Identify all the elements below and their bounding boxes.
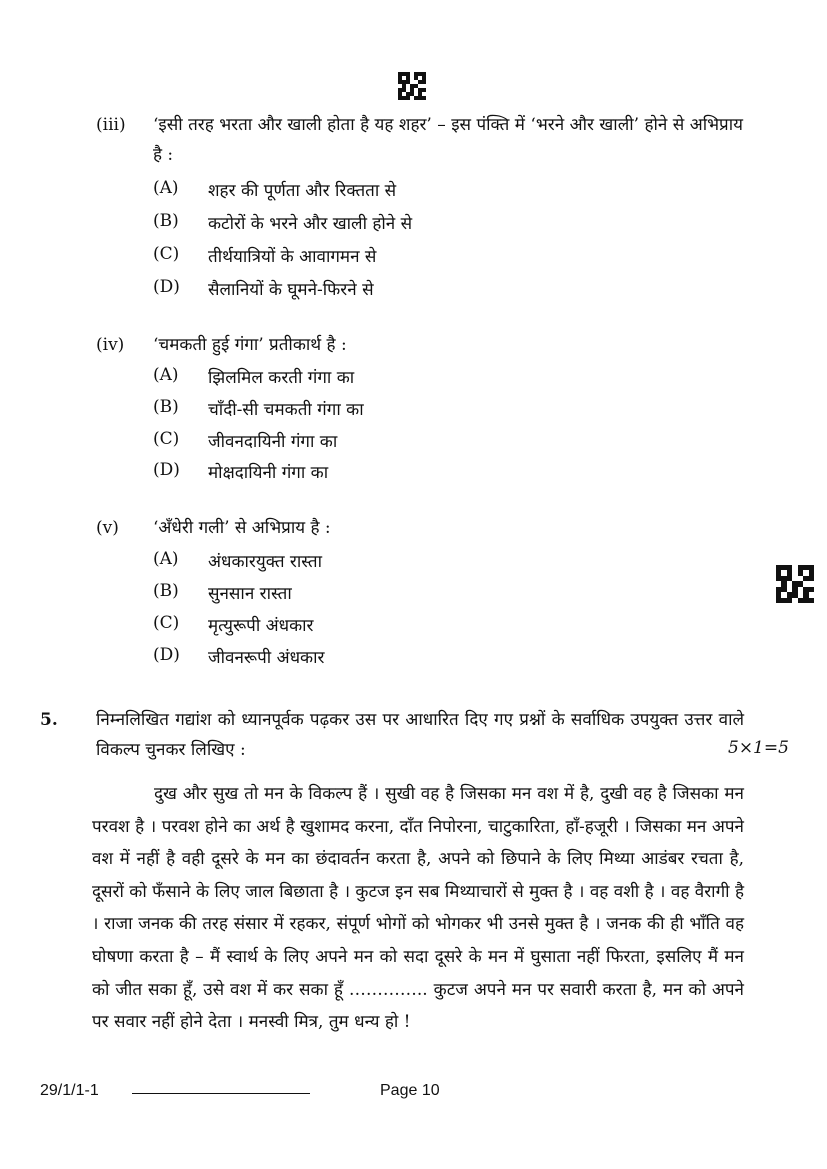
question-number: (iii) — [96, 115, 126, 135]
option-label: (D) — [153, 277, 180, 297]
page-number: Page 10 — [380, 1082, 440, 1099]
option-label: (B) — [153, 581, 179, 601]
footer-rule — [132, 1093, 310, 1094]
qr-code-side — [776, 565, 814, 603]
passage: दुख और सुख तो मन के विकल्प हैं । सुखी वह है जिसका मन वश में है, दुखी वह है जिसका मन परवश है । परवश होने का अर्थ है खुशामद करना, दाँत निपोरना, चाटुकारिता, हाँ-हजूरी । जिसका मन अपने वश में नहीं है वही दूसरे के मन का छंदावर्तन करता है, अपने को छिपाने के लिए मिथ्या आडंबर रचता है, दूसरों को फँसाने के लिए जाल बिछाता है । कुटज इन सब मिथ्याचारों से मुक्त है । वह वशी है । वह वैरागी है । राजा जनक की तरह संसार में रहकर, संपूर्ण भोगों को भोगकर भी उनसे मुक्त है । जनक की ही भाँति वह घोषणा करता है – मैं स्वार्थ के लिए अपने मन को सदा दूसरे के मन में घुसाता नहीं फिरता, इसलिए मैं मन को जीत सका हूँ, उसे वश में कर सका हूँ ………….. कुटज अपने मन पर सवारी करता है, मन को अपने पर सवार नहीं होने देता । मनस्वी मित्र, तुम धन्य हो ! — [92, 784, 744, 1033]
question-number: (v) — [96, 518, 119, 538]
option-label: (B) — [153, 397, 179, 417]
option-text: झिलमिल करती गंगा का — [208, 368, 355, 388]
option-text: सैलानियों के घूमने-फिरने से — [208, 280, 374, 300]
option-text: जीवनदायिनी गंगा का — [208, 432, 338, 452]
option-text: जीवनरूपी अंधकार — [208, 648, 325, 668]
option-text: अंधकारयुक्त रास्ता — [208, 552, 322, 572]
paper-code: 29/1/1-1 — [40, 1082, 99, 1099]
option-label: (C) — [153, 244, 180, 264]
option-text: चाँदी-सी चमकती गंगा का — [208, 400, 364, 420]
option-label: (C) — [153, 429, 180, 449]
question-number: 5. — [40, 710, 58, 730]
option-label: (C) — [153, 613, 180, 633]
option-label: (B) — [153, 211, 179, 231]
option-text: कटोरों के भरने और खाली होने से — [208, 214, 413, 234]
question-stem: ‘इसी तरह भरता और खाली होता है यह शहर’ – इस पंक्ति में ‘भरने और खाली’ होने से अभिप्राय है : — [153, 115, 743, 165]
option-label: (D) — [153, 460, 180, 480]
option-label: (D) — [153, 645, 180, 665]
option-text: शहर की पूर्णता और रिक्तता से — [208, 181, 397, 201]
question-stem: ‘अँधेरी गली’ से अभिप्राय है : — [153, 518, 331, 538]
question-number: (iv) — [96, 335, 125, 355]
question-stem: ‘चमकती हुई गंगा’ प्रतीकार्थ है : — [153, 335, 347, 355]
option-text: मोक्षदायिनी गंगा का — [208, 463, 329, 483]
question-instruction: निम्नलिखित गद्यांश को ध्यानपूर्वक पढ़कर उस पर आधारित दिए गए प्रश्नों के सर्वाधिक उपयुक्त उत्तर वाले विकल्प चुनकर लिखिए : — [96, 710, 744, 760]
option-text: सुनसान रास्ता — [208, 584, 292, 604]
option-label: (A) — [153, 178, 179, 198]
option-text: तीर्थयात्रियों के आवागमन से — [208, 247, 377, 267]
option-label: (A) — [153, 365, 179, 385]
qr-code-top — [398, 72, 426, 100]
option-text: मृत्युरूपी अंधकार — [208, 616, 314, 636]
option-label: (A) — [153, 549, 179, 569]
marks: 5×1=5 — [728, 738, 789, 758]
